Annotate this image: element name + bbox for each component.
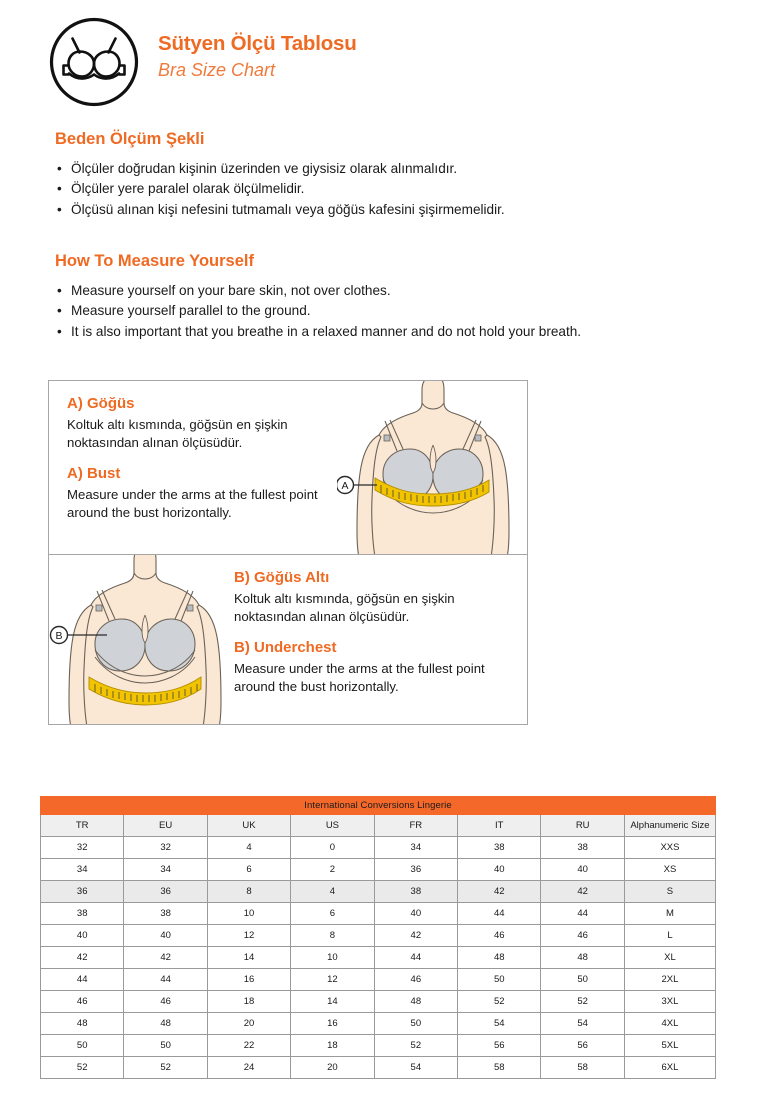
table-cell: 42: [41, 947, 124, 969]
bust-heading-tr: A) Göğüs: [67, 395, 135, 412]
table-cell: 10: [207, 903, 290, 925]
table-cell: 40: [541, 859, 624, 881]
marker-label-a: A: [341, 480, 349, 492]
table-cell: 14: [207, 947, 290, 969]
list-item-label: Ölçüsü alınan kişi nefesini tutmamalı veya göğüs kafesini şişirmemelidir.: [71, 201, 505, 217]
table-cell: 54: [374, 1057, 457, 1079]
table-cell: 16: [207, 969, 290, 991]
table-row: [41, 881, 716, 903]
column-header-alphanumeric: Alphanumeric Size: [624, 815, 715, 837]
table-cell: 40: [41, 925, 124, 947]
torso-underchest-measure-illustration: [49, 555, 239, 724]
bullet-dot-icon: •: [57, 160, 62, 176]
table-cell: XS: [624, 859, 715, 881]
table-cell: 50: [541, 969, 624, 991]
table-cell: 44: [541, 903, 624, 925]
table-cell: 32: [124, 837, 207, 859]
table-cell: 46: [124, 991, 207, 1013]
page-header: [48, 14, 718, 114]
column-header-tr: TR: [41, 815, 124, 837]
column-header-it: IT: [458, 815, 541, 837]
list-item: [55, 179, 745, 200]
table-body: [41, 837, 716, 1079]
table-row: [41, 859, 716, 881]
table-cell: XL: [624, 947, 715, 969]
section-title-en: How To Measure Yourself: [55, 252, 254, 270]
list-item: [55, 281, 745, 302]
bullet-dot-icon: •: [57, 201, 62, 217]
bullet-dot-icon: •: [57, 323, 62, 339]
table-row: [41, 991, 716, 1013]
torso-bust-measure-illustration: [337, 381, 527, 554]
table-row: [41, 837, 716, 859]
table-cell: 12: [291, 969, 374, 991]
table-cell: 52: [541, 991, 624, 1013]
table-cell: 42: [124, 947, 207, 969]
underchest-body-tr: Koltuk altı kısmında, göğsün en şişkin noktasından alınan ölçüsüdür.: [234, 590, 455, 625]
table-cell: 2: [291, 859, 374, 881]
table-cell: 18: [207, 991, 290, 1013]
size-conversion-table: [40, 796, 716, 1079]
table-cell: 48: [374, 991, 457, 1013]
bust-body-en: Measure under the arms at the fullest point around the bust horizontally.: [67, 486, 318, 520]
table-cell: 46: [374, 969, 457, 991]
table-cell: 4: [291, 881, 374, 903]
list-item-label: Ölçüler doğrudan kişinin üzerinden ve giysisiz olarak alınmalıdır.: [71, 160, 458, 176]
underchest-body-en: Measure under the arms at the fullest point around the bust horizontally.: [234, 660, 485, 694]
table-cell: 22: [207, 1035, 290, 1057]
table-cell: 12: [207, 925, 290, 947]
marker-label-b: B: [55, 630, 63, 642]
table-cell: 10: [291, 947, 374, 969]
bullet-list-en: [55, 281, 745, 343]
bust-text-block: [67, 395, 357, 523]
table-row: [41, 903, 716, 925]
table-cell: S: [624, 881, 715, 903]
table-cell: 52: [374, 1035, 457, 1057]
table-cell: 42: [374, 925, 457, 947]
header-titles: [158, 14, 357, 82]
list-item-label: Measure yourself parallel to the ground.: [71, 303, 311, 319]
measurement-illustration-box: [48, 380, 528, 725]
table-cell: 50: [374, 1013, 457, 1035]
table-cell: 46: [541, 925, 624, 947]
table-cell: 4: [207, 837, 290, 859]
bullet-list-tr: [55, 159, 745, 221]
table-cell: 42: [458, 881, 541, 903]
table-cell: 34: [41, 859, 124, 881]
table-cell: 54: [458, 1013, 541, 1035]
table-cell: 14: [291, 991, 374, 1013]
table-cell: 44: [124, 969, 207, 991]
table-cell: 6XL: [624, 1057, 715, 1079]
table-cell: 32: [41, 837, 124, 859]
table-cell: 50: [458, 969, 541, 991]
table-cell: 20: [291, 1057, 374, 1079]
underchest-text-block: [234, 569, 527, 697]
section-beden-olcum-sekli: [55, 130, 745, 220]
bullet-dot-icon: •: [57, 181, 62, 197]
list-item-label: Ölçüler yere paralel olarak ölçülmelidir.: [71, 181, 305, 197]
illustration-panel-underchest: [49, 555, 527, 724]
table-row: [41, 947, 716, 969]
list-item-label: Measure yourself on your bare skin, not over clothes.: [71, 282, 391, 298]
table-cell: 48: [458, 947, 541, 969]
table-cell: 4XL: [624, 1013, 715, 1035]
list-item: [55, 301, 745, 322]
bullet-dot-icon: •: [57, 303, 62, 319]
underchest-heading-en: B) Underchest: [234, 638, 337, 656]
table-cell: 40: [458, 859, 541, 881]
table-cell: L: [624, 925, 715, 947]
table-cell: 36: [124, 881, 207, 903]
column-header-uk: UK: [207, 815, 290, 837]
bust-body-tr: Koltuk altı kısmında, göğsün en şişkin noktasından alınan ölçüsüdür.: [67, 416, 288, 451]
list-item: [55, 200, 745, 221]
column-header-fr: FR: [374, 815, 457, 837]
table-cell: 58: [458, 1057, 541, 1079]
table-banner-label: International Conversions Lingerie: [41, 797, 716, 815]
illustration-panel-bust: [49, 381, 527, 555]
page-title-en: Bra Size Chart: [158, 59, 276, 80]
table-cell: 0: [291, 837, 374, 859]
table-cell: 24: [207, 1057, 290, 1079]
bust-heading-en: A) Bust: [67, 464, 121, 482]
table-cell: 6: [207, 859, 290, 881]
table-cell: 20: [207, 1013, 290, 1035]
table-cell: 36: [41, 881, 124, 903]
table-cell: 5XL: [624, 1035, 715, 1057]
table-cell: XXS: [624, 837, 715, 859]
table-cell: 42: [541, 881, 624, 903]
list-item-label: It is also important that you breathe in a relaxed manner and do not hold your breath.: [71, 323, 582, 339]
table-cell: 38: [41, 903, 124, 925]
table-row: [41, 969, 716, 991]
column-header-eu: EU: [124, 815, 207, 837]
list-item: [55, 322, 745, 343]
table-cell: 56: [541, 1035, 624, 1057]
bullet-dot-icon: •: [57, 282, 62, 298]
table-cell: 52: [458, 991, 541, 1013]
table-cell: 44: [374, 947, 457, 969]
table-cell: 8: [207, 881, 290, 903]
table-header-row: [41, 815, 716, 837]
table-cell: 58: [541, 1057, 624, 1079]
table-cell: 50: [124, 1035, 207, 1057]
table-cell: 2XL: [624, 969, 715, 991]
list-item: [55, 159, 745, 180]
column-header-ru: RU: [541, 815, 624, 837]
table-row: [41, 925, 716, 947]
table-cell: 3XL: [624, 991, 715, 1013]
table-cell: 48: [541, 947, 624, 969]
table-cell: 52: [124, 1057, 207, 1079]
column-header-us: US: [291, 815, 374, 837]
table-cell: 38: [124, 903, 207, 925]
table-cell: 56: [458, 1035, 541, 1057]
section-title-tr: Beden Ölçüm Şekli: [55, 130, 205, 148]
table-cell: 34: [374, 837, 457, 859]
table-cell: 40: [124, 925, 207, 947]
table-cell: 40: [374, 903, 457, 925]
table-row: [41, 1057, 716, 1079]
table-cell: 6: [291, 903, 374, 925]
table-cell: 48: [124, 1013, 207, 1035]
table-cell: 18: [291, 1035, 374, 1057]
table-cell: 16: [291, 1013, 374, 1035]
table-cell: 38: [374, 881, 457, 903]
table-row: [41, 1035, 716, 1057]
table-cell: 44: [41, 969, 124, 991]
table-cell: 48: [41, 1013, 124, 1035]
underchest-heading-tr: B) Göğüs Altı: [234, 569, 330, 586]
table-row: [41, 1013, 716, 1035]
section-how-to-measure-yourself: [55, 252, 745, 342]
table-cell: 52: [41, 1057, 124, 1079]
table-cell: 38: [458, 837, 541, 859]
table-banner-row: [41, 797, 716, 815]
table-cell: 38: [541, 837, 624, 859]
table-cell: 44: [458, 903, 541, 925]
table-cell: M: [624, 903, 715, 925]
table-cell: 54: [541, 1013, 624, 1035]
table-cell: 46: [458, 925, 541, 947]
page-title-tr: Sütyen Ölçü Tablosu: [158, 32, 357, 55]
table-cell: 34: [124, 859, 207, 881]
bra-icon: [48, 16, 140, 108]
table-cell: 8: [291, 925, 374, 947]
table-cell: 50: [41, 1035, 124, 1057]
table-cell: 36: [374, 859, 457, 881]
table-cell: 46: [41, 991, 124, 1013]
